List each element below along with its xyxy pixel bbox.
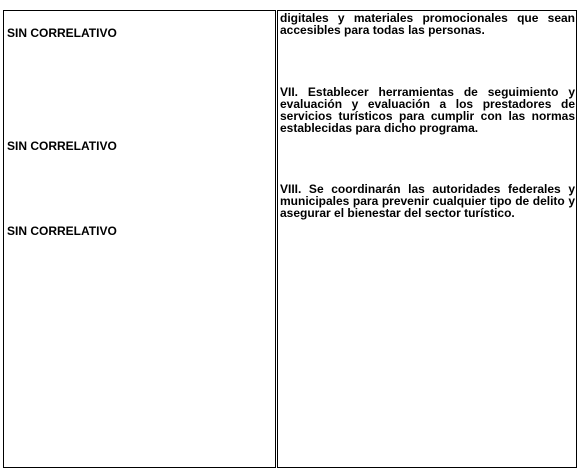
paragraph-item-viii: VIII. Se coordinarán las autoridades federales y municipales para prevenir cualquier tipo de delito y asegurar el bienestar del sector turístico. [280,182,575,220]
sin-correlativo-label: SIN CORRELATIVO [7,26,117,40]
right-column-cell [277,10,577,468]
sin-correlativo-label: SIN CORRELATIVO [7,139,117,153]
paragraph-continuation: digitales y materiales promocionales que sean accesibles para todas las personas. [280,11,575,37]
left-column-cell [3,10,276,468]
paragraph-item-vii: VII. Establecer herramientas de seguimiento y evaluación y evaluación a los prestadores de servicios turísticos para cumplir con las normas establecidas para dicho programa. [280,85,575,135]
sin-correlativo-label: SIN CORRELATIVO [7,224,117,238]
